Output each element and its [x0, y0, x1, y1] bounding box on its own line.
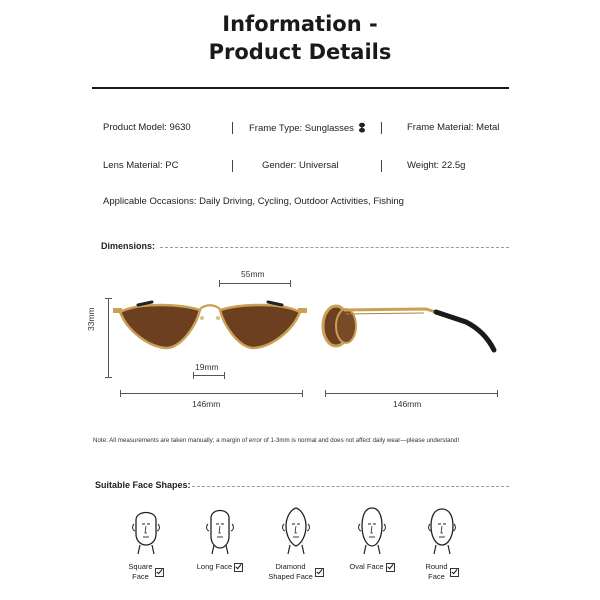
face-shape-name-line1: Round — [425, 562, 448, 571]
checkbox-checked-icon — [155, 568, 164, 577]
spec-frame-type-text: Frame Type: Sunglasses — [249, 123, 354, 134]
face-outline-icon — [352, 504, 392, 556]
spec-frame-material: Frame Material: Metal — [407, 122, 500, 133]
right-hinge — [298, 308, 307, 313]
glasses-front-view — [110, 296, 310, 366]
face-shape-name — [425, 562, 447, 582]
temple-length-label: 146mm — [393, 399, 422, 409]
face-shape-item — [412, 504, 472, 582]
spec-separator — [232, 122, 233, 134]
face-shape-label — [349, 562, 394, 572]
face-outline-icon — [126, 504, 166, 556]
face-shape-name-line1: Diamond — [275, 562, 306, 571]
temple-tip — [436, 312, 494, 350]
dimensions-divider — [160, 247, 509, 248]
face-shape-label — [425, 562, 458, 582]
bridge-width-label: 19mm — [195, 362, 219, 372]
face-shape-label — [268, 562, 324, 582]
measurement-note: Note: All measurements are taken manually; a margin of error of 1-3mm is normal and does not affect daily wear—please understand! — [93, 437, 460, 444]
face-shape-name — [197, 562, 232, 572]
face-shapes-label: Suitable Face Shapes: — [95, 480, 191, 490]
face-shape-name-line2: Shaped Face — [268, 572, 313, 581]
glasses-side-view — [316, 298, 506, 368]
face-shape-name-line2: Face — [428, 572, 445, 581]
title-line-1: Information - — [222, 12, 378, 36]
face-shape-item — [266, 504, 326, 582]
face-shape-name-line2: Face — [132, 572, 149, 581]
front-width-measure — [120, 393, 303, 394]
spec-frame-type — [249, 122, 366, 134]
face-shape-label — [197, 562, 243, 572]
spec-separator — [232, 160, 233, 172]
spec-product-model: Product Model: 9630 — [103, 122, 191, 133]
lens-height-measure — [108, 298, 109, 378]
sunglasses-icon — [358, 122, 366, 133]
spec-lens-material: Lens Material: PC — [103, 160, 179, 171]
face-shape-item — [190, 504, 250, 574]
lens-width-label: 55mm — [241, 269, 265, 279]
checkbox-checked-icon — [386, 563, 395, 572]
page-title — [0, 10, 600, 66]
left-hinge — [113, 308, 122, 313]
bridge — [200, 305, 220, 309]
spec-gender: Gender: Universal — [262, 160, 339, 171]
checkbox-checked-icon — [450, 568, 459, 577]
checkbox-checked-icon — [234, 563, 243, 572]
lens-height-value: 33mm — [86, 307, 96, 331]
face-shape-name-line1: Oval Face — [349, 562, 384, 571]
spec-separator — [381, 160, 382, 172]
title-divider — [92, 87, 509, 89]
temple-length-measure — [325, 393, 498, 394]
face-shape-name — [349, 562, 383, 572]
face-shape-name — [128, 562, 152, 582]
face-outline-icon — [276, 504, 316, 556]
title-line-2: Product Details — [208, 40, 392, 64]
lens-height-label — [86, 307, 96, 331]
face-shapes-divider — [192, 486, 509, 487]
lens-width-measure — [219, 283, 291, 284]
face-shape-name-line1: Long Face — [196, 562, 233, 571]
face-shape-item — [116, 504, 176, 582]
spec-separator — [381, 122, 382, 134]
face-shape-name-line1: Square — [128, 562, 153, 571]
right-lens — [220, 305, 300, 348]
face-shape-item — [342, 504, 402, 574]
bridge-width-measure — [193, 375, 225, 376]
left-lens — [120, 305, 200, 348]
front-width-label: 146mm — [192, 399, 221, 409]
dimensions-label: Dimensions: — [101, 241, 156, 251]
checkbox-checked-icon — [315, 568, 324, 577]
face-outline-icon — [200, 504, 240, 556]
spec-weight: Weight: 22.5g — [407, 160, 466, 171]
face-shape-name — [268, 562, 313, 582]
face-shape-label — [128, 562, 163, 582]
spec-occasions: Applicable Occasions: Daily Driving, Cycling, Outdoor Activities, Fishing — [103, 196, 404, 207]
face-outline-icon — [422, 504, 462, 556]
